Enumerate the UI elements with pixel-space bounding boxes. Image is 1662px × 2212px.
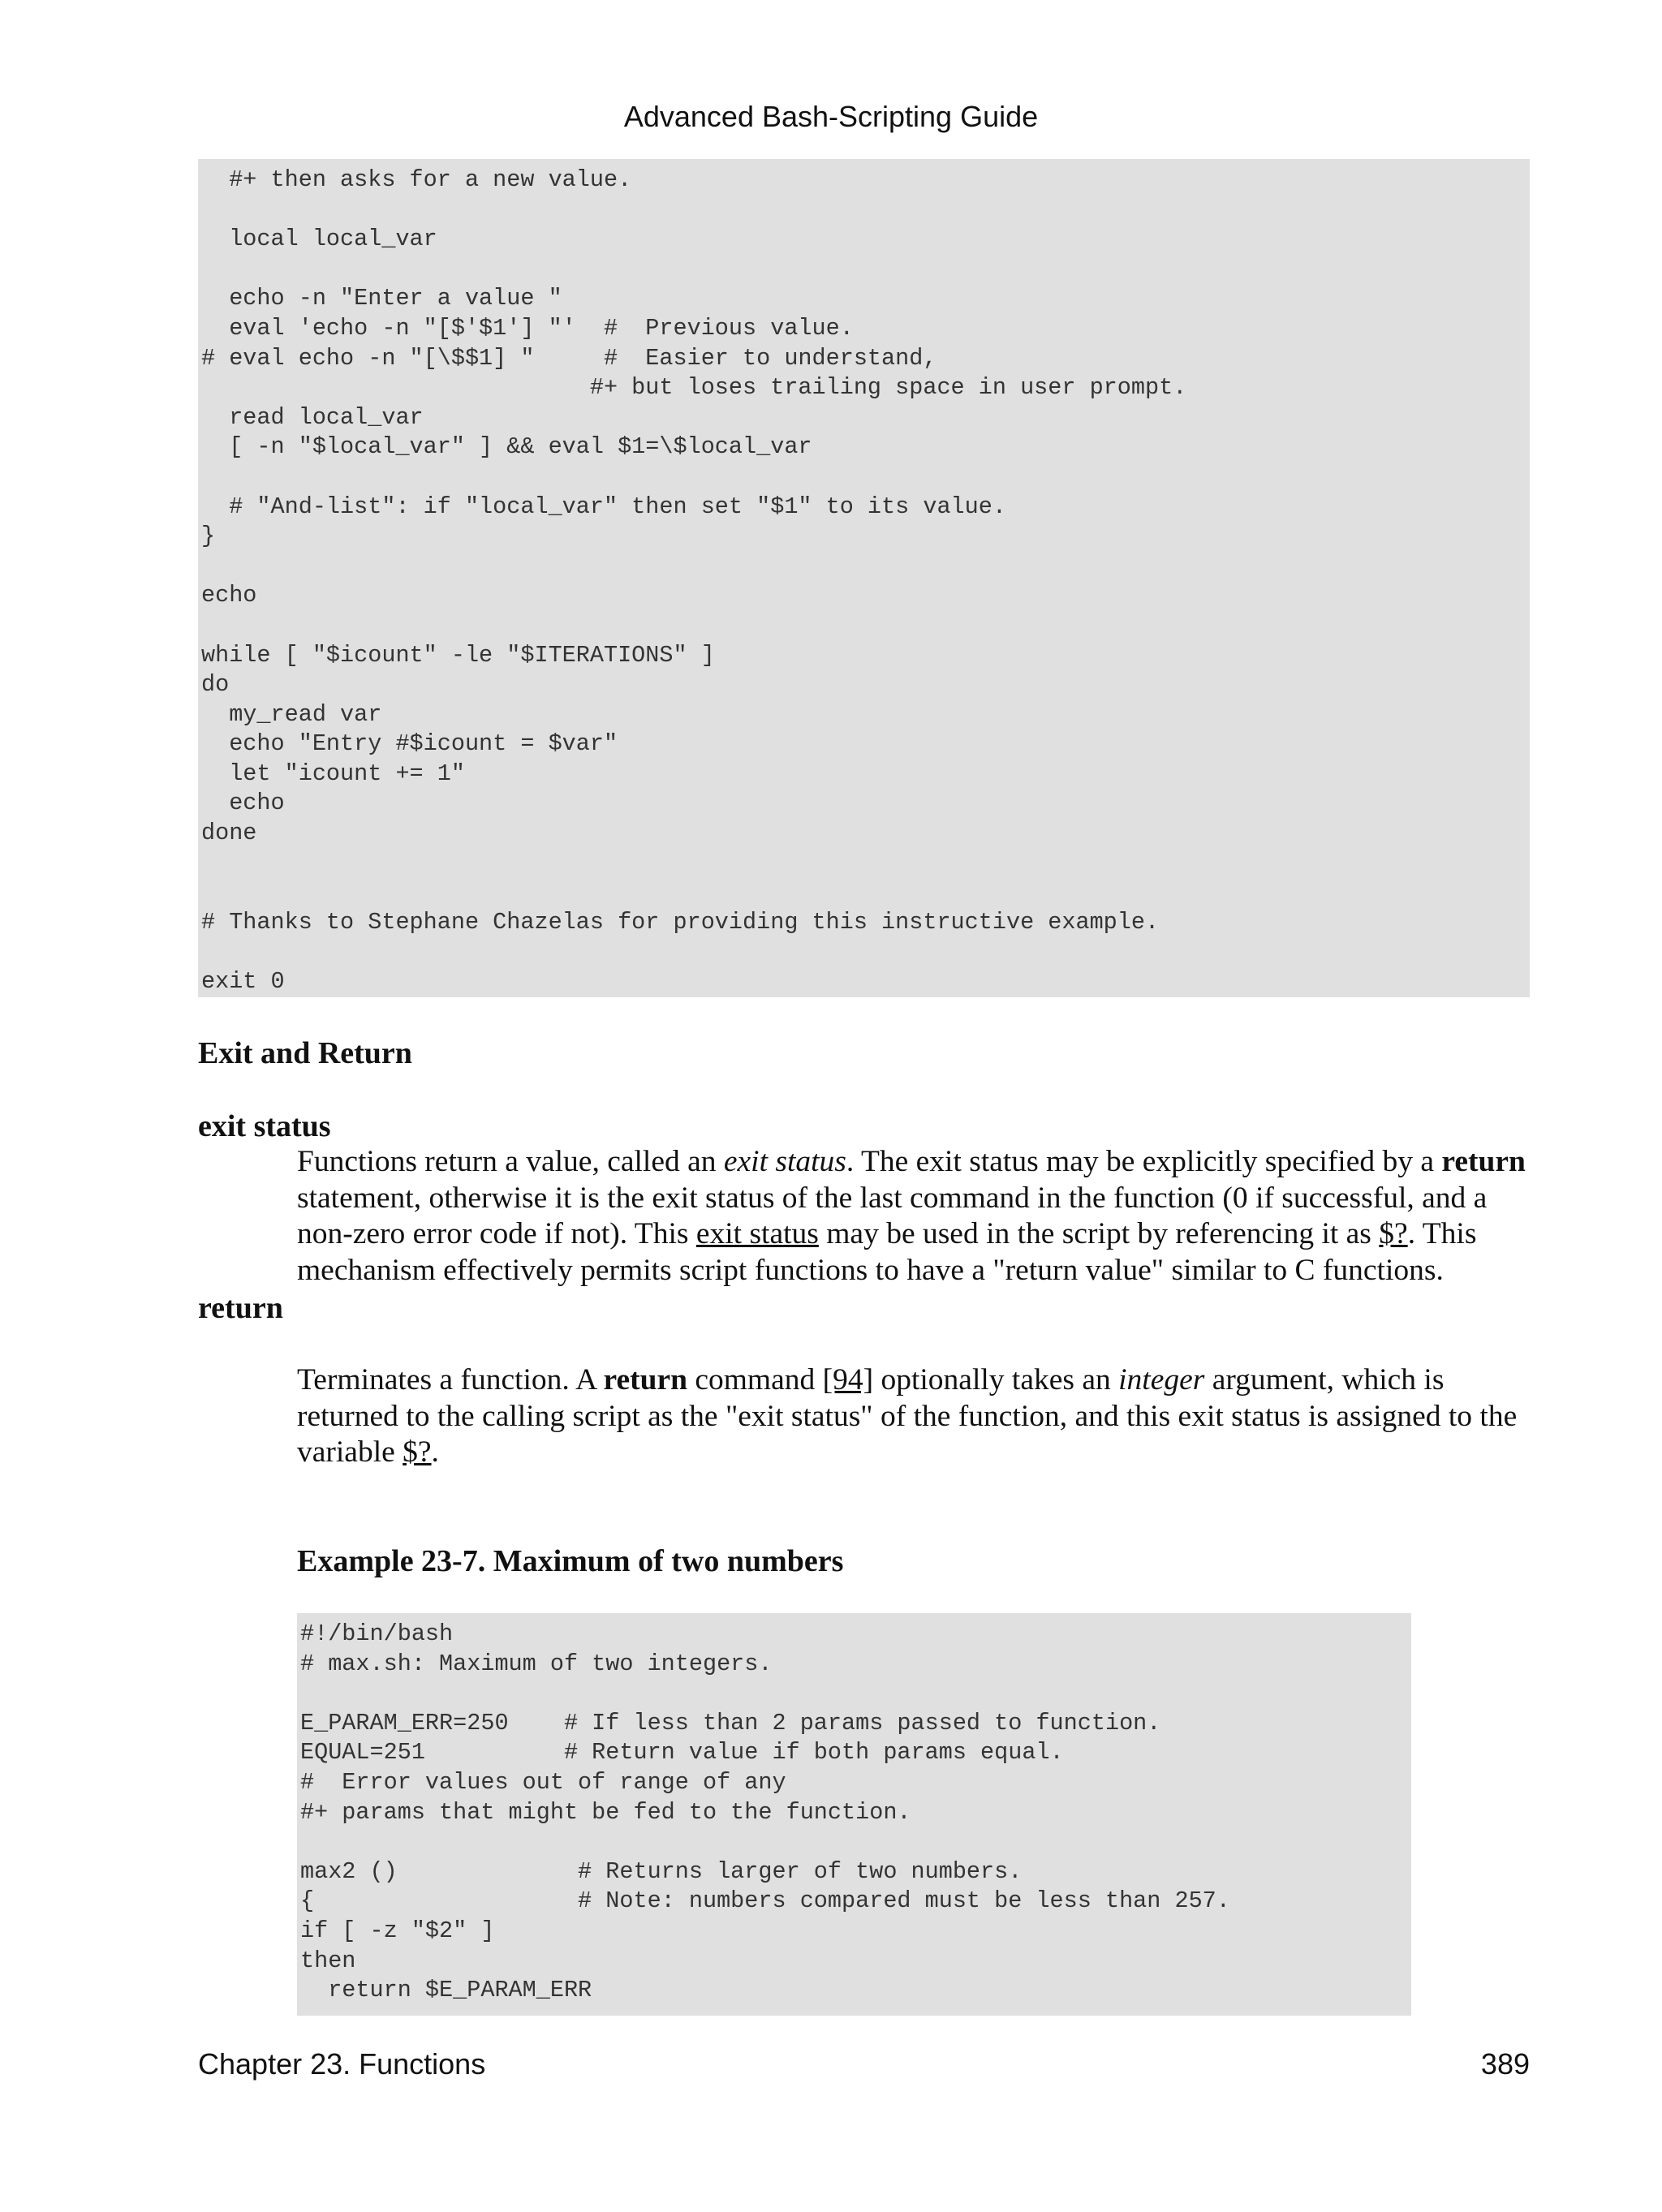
text-run: optionally takes an	[873, 1363, 1119, 1396]
text-run: . This mechanism effectively permits script functions to have a "return value" similar to C functions.	[297, 1217, 1477, 1287]
emphasis-integer: integer	[1118, 1363, 1205, 1396]
section-heading: Exit and Return	[198, 1036, 412, 1070]
running-header: Advanced Bash-Scripting Guide	[623, 100, 1039, 133]
footer-page-number: 389	[1480, 2047, 1530, 2081]
link-dollar-question[interactable]: $?	[403, 1435, 432, 1470]
term-return: return	[198, 1291, 283, 1325]
text-run: command	[687, 1363, 823, 1396]
link-dollar-question[interactable]: $?	[1379, 1217, 1408, 1251]
code-listing-max-sh: #!/bin/bash # max.sh: Maximum of two integers. E_PARAM_ERR=250 # If less than 2 params passed to function. EQUAL=251 # Return value if both params equal. # Error values out of range of any #+ params that might be fed to the function. max2 () # Returns larger of two numbers. { # Note: numbers compared must be less than 257. if [ -z "$2" ] then return $E_PARAM_ERR	[297, 1613, 1411, 2016]
footnote-link-94[interactable]: [94]	[822, 1363, 874, 1396]
term-exit-status: exit status	[198, 1109, 331, 1143]
link-exit-status[interactable]: exit status	[695, 1217, 819, 1251]
text-run: statement, otherwise it is the exit status of the last command in the function (0 if successful, and a non-zero error code if not). This	[297, 1181, 1488, 1251]
text-run: .	[431, 1435, 439, 1470]
text-run: may be used in the script by referencing it as	[818, 1217, 1380, 1251]
footer-chapter: Chapter 23. Functions	[198, 2047, 486, 2081]
text-run: . The exit status may be explicitly specified by a	[846, 1145, 1442, 1178]
emphasis-exit-status: exit status	[723, 1145, 846, 1178]
definition-exit-status	[297, 1144, 1531, 1289]
example-title: Example 23-7. Maximum of two numbers	[297, 1544, 844, 1578]
code-listing-my-read: #+ then asks for a new value. local local_var echo -n "Enter a value " eval 'echo -n "[$'$1'] "' # Previous value. # eval echo -n "[\$$1] " # Easier to understand, #+ but loses trailing space in user prompt. read local_var [ -n "$local_var" ] && eval $1=\$local_var # "And-list": if "local_var" then set "$1" to its value. } echo while [ "$icount" -le "$ITERATIONS" ] do my_read var echo "Entry #$icount = $var" let "icount += 1" echo done # Thanks to Stephane Chazelas for providing this instructive example. exit 0	[198, 159, 1530, 997]
strong-return: return	[1441, 1145, 1526, 1178]
definition-return	[297, 1362, 1531, 1471]
text-run: Functions return a value, called an	[297, 1145, 724, 1178]
text-run: Terminates a function. A	[297, 1363, 604, 1396]
text-run: argument, which is returned to the calling script as the "exit status" of the function, and this exit status is assigned to the variable	[297, 1363, 1518, 1470]
strong-return: return	[603, 1363, 687, 1396]
